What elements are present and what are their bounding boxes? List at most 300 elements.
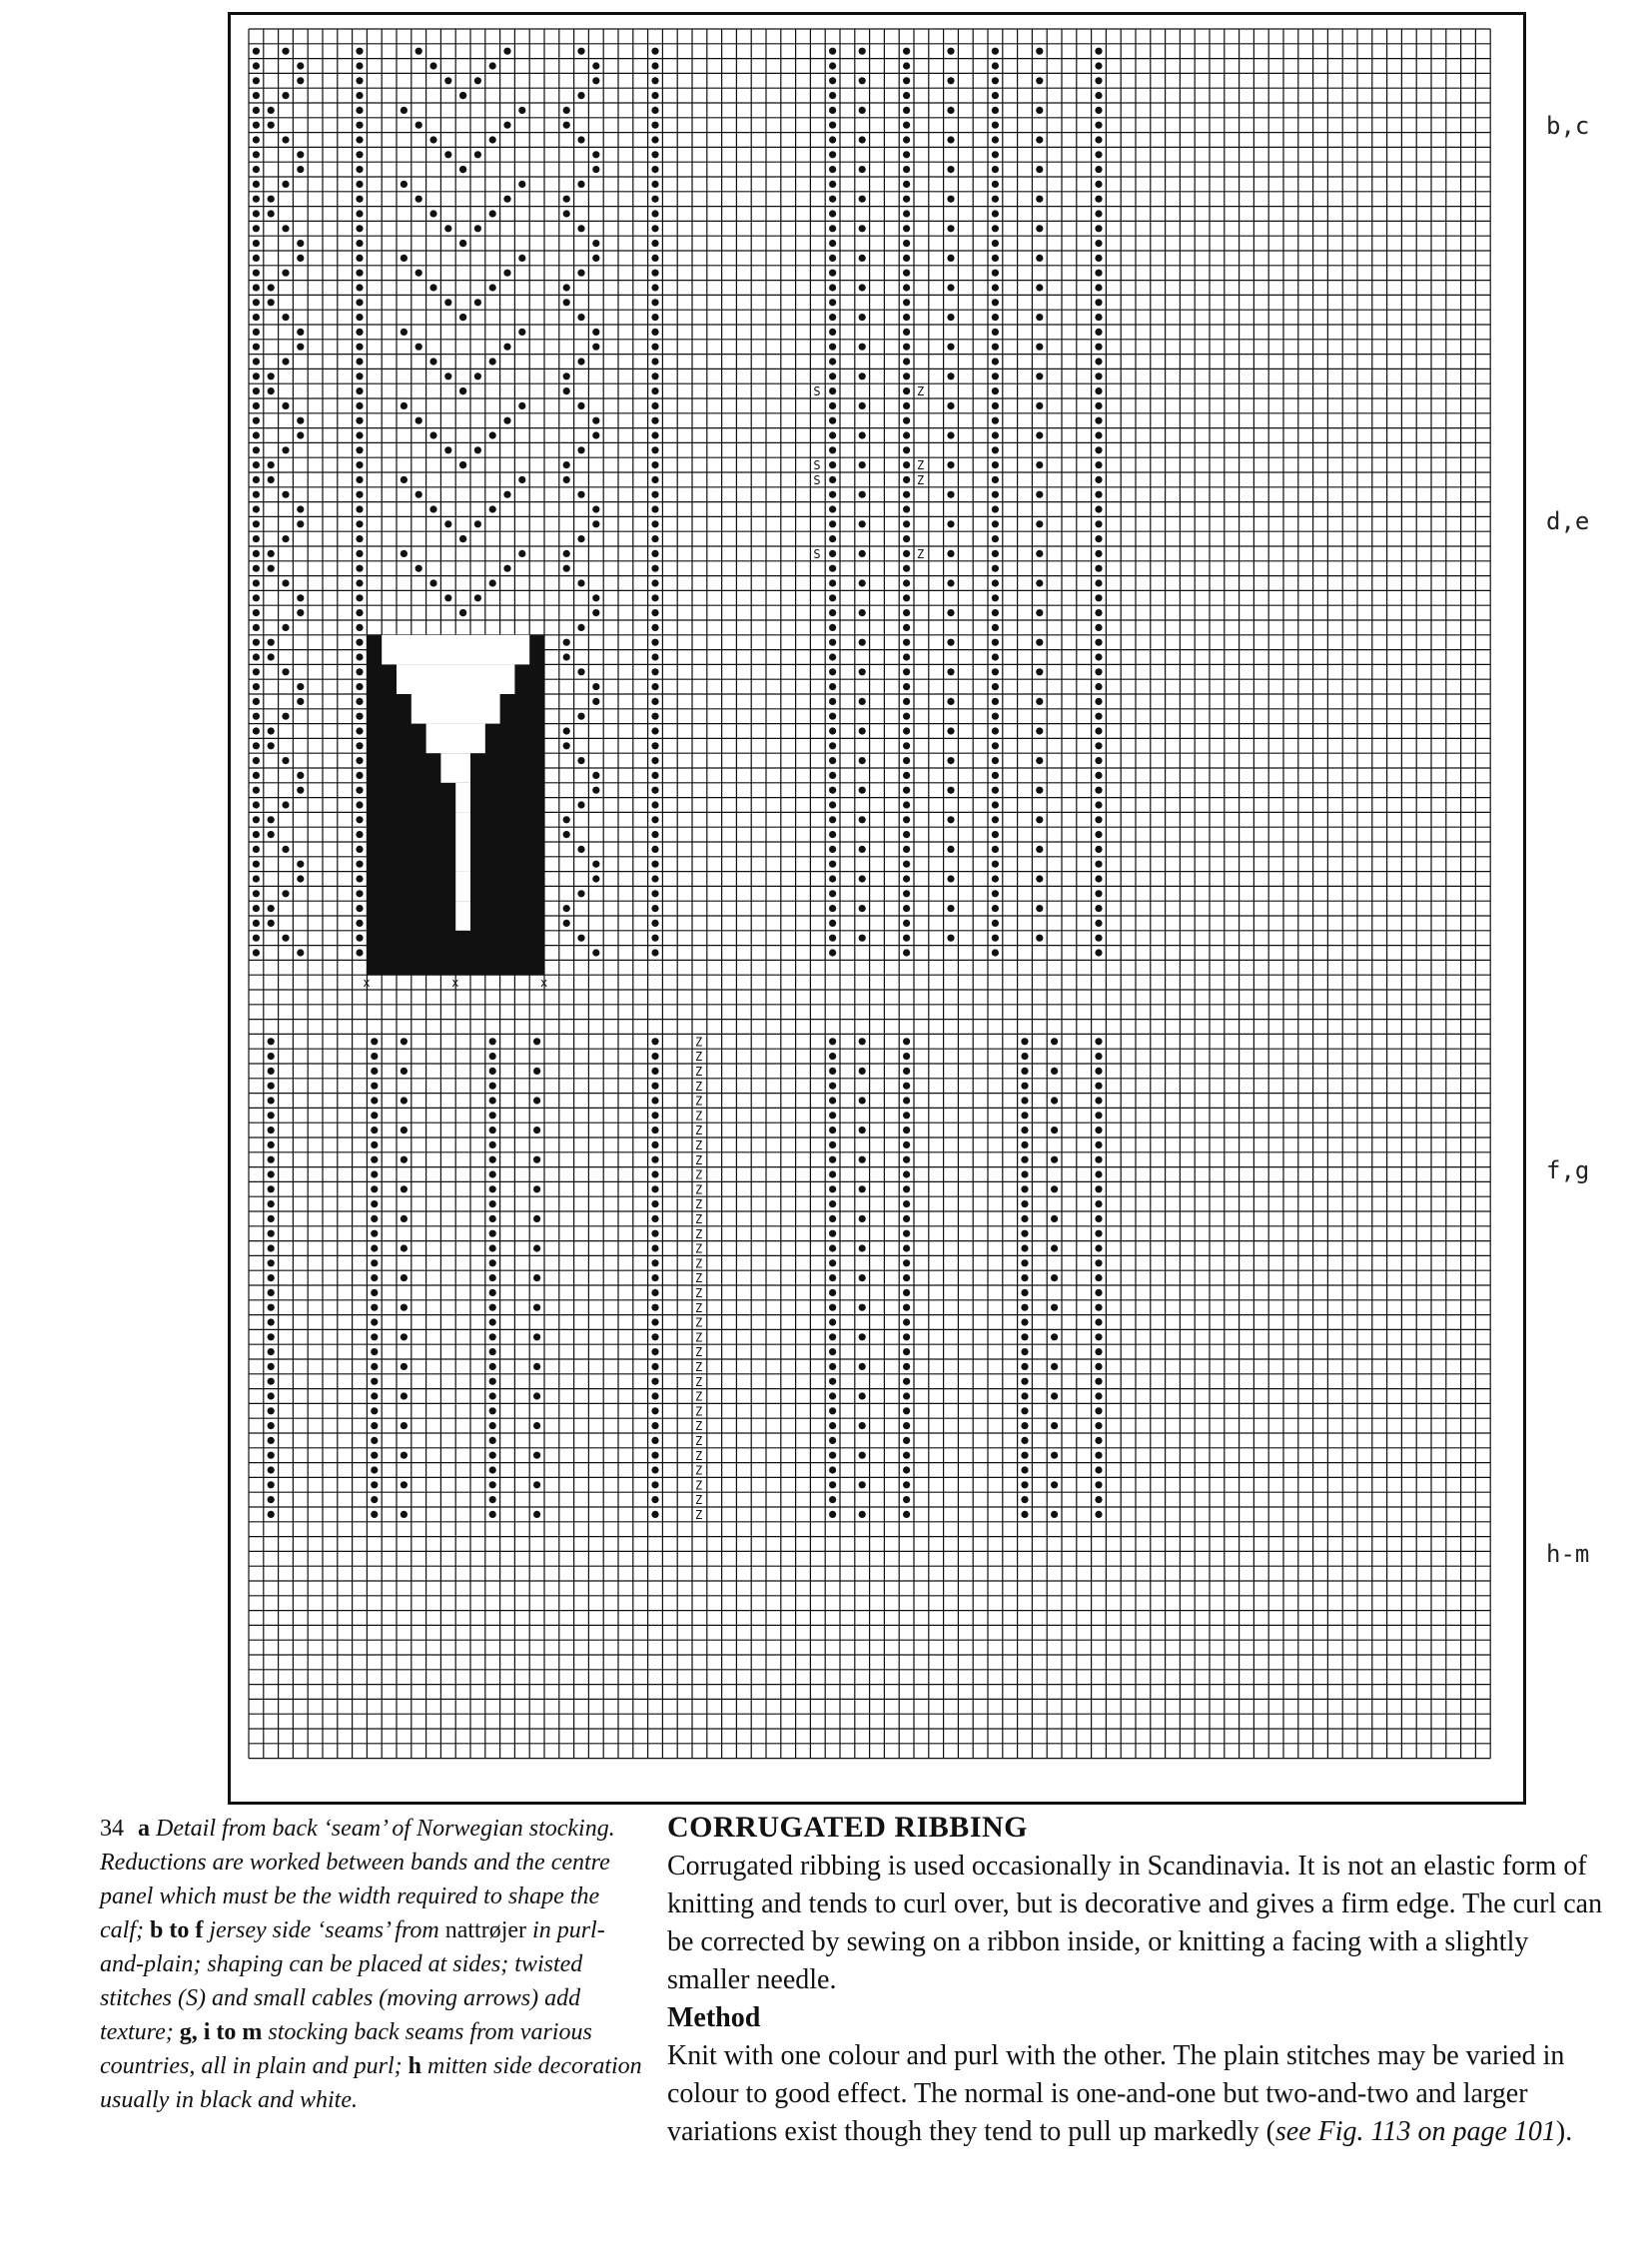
purl-dot xyxy=(992,831,999,838)
purl-dot xyxy=(829,579,836,586)
purl-dot xyxy=(992,594,999,601)
purl-dot xyxy=(489,1348,496,1355)
purl-dot xyxy=(829,431,836,438)
purl-dot xyxy=(651,431,658,438)
twist-z: Z xyxy=(695,1286,703,1300)
purl-dot xyxy=(829,727,836,734)
purl-dot xyxy=(651,1038,658,1045)
purl-dot xyxy=(829,1244,836,1251)
purl-dot xyxy=(371,1097,378,1104)
purl-dot xyxy=(947,905,954,912)
purl-dot xyxy=(651,1466,658,1473)
purl-dot xyxy=(992,240,999,247)
purl-dot xyxy=(829,1156,836,1163)
purl-dot xyxy=(401,107,408,114)
purl-dot xyxy=(829,1437,836,1444)
purl-dot xyxy=(1021,1392,1028,1399)
purl-dot xyxy=(489,1481,496,1488)
purl-dot xyxy=(268,1452,275,1459)
purl-dot xyxy=(253,861,260,868)
method-text-end: ). xyxy=(1555,2116,1573,2147)
purl-dot xyxy=(356,166,363,173)
purl-dot xyxy=(474,151,481,158)
purl-dot xyxy=(489,1407,496,1414)
purl-dot xyxy=(859,136,866,143)
purl-dot xyxy=(401,1274,408,1281)
purl-dot xyxy=(1036,668,1043,675)
purl-dot xyxy=(371,1112,378,1119)
purl-dot xyxy=(1021,1422,1028,1429)
purl-dot xyxy=(297,505,304,512)
purl-dot xyxy=(489,1068,496,1075)
purl-dot xyxy=(903,1053,910,1060)
purl-dot xyxy=(401,1452,408,1459)
purl-dot xyxy=(444,373,451,379)
purl-dot xyxy=(1036,639,1043,646)
purl-dot xyxy=(489,1112,496,1119)
purl-dot xyxy=(489,62,496,69)
purl-dot xyxy=(651,653,658,660)
purl-dot xyxy=(1036,905,1043,912)
purl-dot xyxy=(356,284,363,291)
purl-dot xyxy=(282,846,289,853)
purl-dot xyxy=(268,653,275,660)
purl-dot xyxy=(401,1422,408,1429)
purl-dot xyxy=(903,609,910,616)
purl-dot xyxy=(489,1038,496,1045)
purl-dot xyxy=(444,594,451,601)
purl-dot xyxy=(651,62,658,69)
purl-dot xyxy=(829,62,836,69)
purl-dot xyxy=(829,284,836,291)
purl-dot xyxy=(829,668,836,675)
article-intro: Corrugated ribbing is used occasionally in Scandinavia. It is not an elastic form of knitting and tends to curl over, but is decorative and gives a firm edge. The curl can be corrected by sewing on a ribbon inside, or knitting a facing with a slightly smaller needle. xyxy=(667,1851,1603,1995)
purl-dot xyxy=(1095,846,1102,853)
purl-dot xyxy=(1095,565,1102,572)
purl-dot xyxy=(903,831,910,838)
purl-dot xyxy=(992,890,999,897)
purl-dot xyxy=(903,594,910,601)
purl-dot xyxy=(253,742,260,749)
purl-dot xyxy=(253,329,260,336)
twist-z: Z xyxy=(695,1404,703,1419)
purl-dot xyxy=(651,609,658,616)
panel-step xyxy=(397,664,514,694)
twist-z: Z xyxy=(695,1094,703,1109)
purl-dot xyxy=(903,1452,910,1459)
purl-dot xyxy=(1021,1244,1028,1251)
purl-dot xyxy=(489,1496,496,1503)
purl-dot xyxy=(651,166,658,173)
purl-dot xyxy=(533,1304,540,1311)
purl-dot xyxy=(1021,1259,1028,1266)
purl-dot xyxy=(253,446,260,453)
purl-dot xyxy=(1036,314,1043,321)
purl-dot xyxy=(401,402,408,409)
purl-dot xyxy=(503,48,510,55)
purl-dot xyxy=(268,1038,275,1045)
purl-dot xyxy=(1095,594,1102,601)
purl-dot xyxy=(859,1185,866,1192)
purl-dot xyxy=(371,1392,378,1399)
purl-dot xyxy=(253,181,260,188)
purl-dot xyxy=(1095,875,1102,882)
purl-dot xyxy=(356,565,363,572)
purl-dot xyxy=(356,210,363,217)
purl-dot xyxy=(903,1378,910,1385)
purl-dot xyxy=(1051,1127,1058,1133)
purl-dot xyxy=(268,1274,275,1281)
purl-dot xyxy=(903,417,910,424)
purl-dot xyxy=(533,1422,540,1429)
purl-dot xyxy=(356,653,363,660)
purl-dot xyxy=(503,565,510,572)
purl-dot xyxy=(253,344,260,351)
twist-s: S xyxy=(813,547,821,561)
purl-dot xyxy=(903,935,910,942)
purl-dot xyxy=(1051,1363,1058,1370)
purl-dot xyxy=(1095,1083,1102,1090)
purl-dot xyxy=(1036,48,1043,55)
purl-dot xyxy=(859,1333,866,1340)
purl-dot xyxy=(489,1466,496,1473)
purl-dot xyxy=(577,92,584,99)
purl-dot xyxy=(992,270,999,277)
purl-dot xyxy=(253,476,260,483)
purl-dot xyxy=(859,1244,866,1251)
purl-dot xyxy=(992,816,999,823)
purl-dot xyxy=(1051,1244,1058,1251)
purl-dot xyxy=(253,713,260,720)
twist-z: Z xyxy=(917,384,925,399)
purl-dot xyxy=(1036,461,1043,468)
twist-z: Z xyxy=(695,1508,703,1522)
purl-dot xyxy=(859,107,866,114)
purl-dot xyxy=(829,77,836,84)
purl-dot xyxy=(992,373,999,379)
purl-dot xyxy=(859,579,866,586)
purl-dot xyxy=(356,77,363,84)
purl-dot xyxy=(282,402,289,409)
purl-dot xyxy=(268,1363,275,1370)
purl-dot xyxy=(829,196,836,203)
purl-dot xyxy=(1051,1097,1058,1104)
purl-dot xyxy=(829,861,836,868)
purl-dot xyxy=(297,772,304,779)
panel-step xyxy=(440,753,470,783)
purl-dot xyxy=(1021,1481,1028,1488)
purl-dot xyxy=(1095,668,1102,675)
purl-dot xyxy=(1051,1185,1058,1192)
purl-dot xyxy=(651,787,658,794)
purl-dot xyxy=(268,1422,275,1429)
purl-dot xyxy=(489,1127,496,1133)
purl-dot xyxy=(356,816,363,823)
purl-dot xyxy=(1095,1097,1102,1104)
purl-dot xyxy=(401,550,408,557)
purl-dot xyxy=(992,609,999,616)
purl-dot xyxy=(1095,535,1102,542)
purl-dot xyxy=(651,1215,658,1222)
purl-dot xyxy=(401,1481,408,1488)
purl-dot xyxy=(518,476,525,483)
purl-dot xyxy=(577,890,584,897)
purl-dot xyxy=(903,801,910,808)
purl-dot xyxy=(903,136,910,143)
purl-dot xyxy=(533,1333,540,1340)
purl-dot xyxy=(903,1038,910,1045)
purl-dot xyxy=(356,831,363,838)
purl-dot xyxy=(903,565,910,572)
purl-dot xyxy=(503,122,510,129)
purl-dot xyxy=(253,579,260,586)
purl-dot xyxy=(577,136,584,143)
purl-dot xyxy=(651,1511,658,1518)
purl-dot xyxy=(1036,402,1043,409)
purl-dot xyxy=(268,1141,275,1148)
purl-dot xyxy=(356,742,363,749)
purl-dot xyxy=(992,48,999,55)
twist-z: Z xyxy=(695,1300,703,1315)
purl-dot xyxy=(415,196,422,203)
purl-dot xyxy=(253,166,260,173)
purl-dot xyxy=(1036,875,1043,882)
purl-dot xyxy=(651,1112,658,1119)
purl-dot xyxy=(992,875,999,882)
purl-dot xyxy=(1051,1068,1058,1075)
purl-dot xyxy=(903,1407,910,1414)
purl-dot xyxy=(651,1274,658,1281)
purl-dot xyxy=(459,166,466,173)
purl-dot xyxy=(947,225,954,232)
purl-dot xyxy=(829,520,836,527)
purl-dot xyxy=(253,402,260,409)
purl-dot xyxy=(356,683,363,690)
purl-dot xyxy=(592,949,599,956)
purl-dot xyxy=(1095,579,1102,586)
purl-dot xyxy=(992,402,999,409)
purl-dot xyxy=(1051,1304,1058,1311)
purl-dot xyxy=(992,136,999,143)
purl-dot xyxy=(371,1083,378,1090)
purl-dot xyxy=(371,1141,378,1148)
purl-dot xyxy=(563,831,570,838)
purl-dot xyxy=(282,446,289,453)
twist-z: Z xyxy=(695,1493,703,1508)
purl-dot xyxy=(371,1452,378,1459)
purl-dot xyxy=(1051,1392,1058,1399)
purl-dot xyxy=(563,476,570,483)
panel-step xyxy=(455,872,470,902)
caption-text-a: Detail from back ‘seam’ of Norwegian stocking. Reductions are worked between bands and the centre panel which must be the width required to shape the calf; xyxy=(100,1816,615,1943)
purl-dot xyxy=(903,683,910,690)
purl-dot xyxy=(1051,1452,1058,1459)
purl-dot xyxy=(947,284,954,291)
purl-dot xyxy=(563,461,570,468)
purl-dot xyxy=(592,151,599,158)
purl-dot xyxy=(651,846,658,853)
purl-dot xyxy=(992,196,999,203)
purl-dot xyxy=(829,831,836,838)
side-label-fg: f,g xyxy=(1546,1156,1590,1184)
purl-dot xyxy=(268,1156,275,1163)
caption-text-g-i-to-m: stocking back seams from various countries, all in plain and purl; xyxy=(100,2019,592,2079)
purl-dot xyxy=(651,535,658,542)
purl-dot xyxy=(577,48,584,55)
purl-dot xyxy=(1021,1127,1028,1133)
purl-dot xyxy=(1095,1200,1102,1207)
purl-dot xyxy=(651,1318,658,1325)
purl-dot xyxy=(859,757,866,764)
purl-dot xyxy=(489,1318,496,1325)
purl-dot xyxy=(563,920,570,927)
purl-dot xyxy=(1021,1185,1028,1192)
purl-dot xyxy=(903,639,910,646)
purl-dot xyxy=(859,935,866,942)
purl-dot xyxy=(356,358,363,365)
purl-dot xyxy=(1021,1363,1028,1370)
purl-dot xyxy=(401,1333,408,1340)
purl-dot xyxy=(903,151,910,158)
purl-dot xyxy=(992,476,999,483)
purl-dot xyxy=(297,240,304,247)
purl-dot xyxy=(253,609,260,616)
purl-dot xyxy=(356,535,363,542)
purl-dot xyxy=(859,491,866,498)
purl-dot xyxy=(592,329,599,336)
purl-dot xyxy=(903,1083,910,1090)
purl-dot xyxy=(651,875,658,882)
purl-dot xyxy=(1095,107,1102,114)
purl-dot xyxy=(903,1348,910,1355)
purl-dot xyxy=(829,402,836,409)
purl-dot xyxy=(489,136,496,143)
purl-dot xyxy=(859,1274,866,1281)
purl-dot xyxy=(356,240,363,247)
purl-dot xyxy=(489,1259,496,1266)
purl-dot xyxy=(1095,196,1102,203)
purl-dot xyxy=(992,344,999,351)
purl-dot xyxy=(577,225,584,232)
purl-dot xyxy=(651,1437,658,1444)
purl-dot xyxy=(829,1289,836,1296)
purl-dot xyxy=(356,48,363,55)
purl-dot xyxy=(356,329,363,336)
purl-dot xyxy=(829,1363,836,1370)
purl-dot xyxy=(651,270,658,277)
purl-dot xyxy=(651,579,658,586)
purl-dot xyxy=(1095,1274,1102,1281)
purl-dot xyxy=(651,196,658,203)
purl-dot xyxy=(533,1244,540,1251)
twist-z: Z xyxy=(695,1138,703,1152)
purl-dot xyxy=(429,579,436,586)
purl-dot xyxy=(268,1407,275,1414)
purl-dot xyxy=(859,609,866,616)
article-corrugated-ribbing xyxy=(667,1808,1606,2151)
purl-dot xyxy=(651,151,658,158)
purl-dot xyxy=(253,314,260,321)
purl-dot xyxy=(371,1363,378,1370)
purl-dot xyxy=(268,1112,275,1119)
purl-dot xyxy=(356,579,363,586)
purl-dot xyxy=(992,299,999,306)
purl-dot xyxy=(371,1289,378,1296)
purl-dot xyxy=(282,358,289,365)
purl-dot xyxy=(651,1170,658,1177)
purl-dot xyxy=(651,624,658,631)
purl-dot xyxy=(1095,1452,1102,1459)
purl-dot xyxy=(268,210,275,217)
purl-dot xyxy=(903,1259,910,1266)
purl-dot xyxy=(268,831,275,838)
purl-dot xyxy=(1036,196,1043,203)
purl-dot xyxy=(253,846,260,853)
purl-dot xyxy=(297,431,304,438)
purl-dot xyxy=(1095,698,1102,705)
purl-dot xyxy=(459,92,466,99)
purl-dot xyxy=(829,890,836,897)
purl-dot xyxy=(268,284,275,291)
purl-dot xyxy=(356,270,363,277)
purl-dot xyxy=(297,344,304,351)
purl-dot xyxy=(903,461,910,468)
purl-dot xyxy=(947,491,954,498)
purl-dot xyxy=(415,122,422,129)
purl-dot xyxy=(356,609,363,616)
purl-dot xyxy=(533,1068,540,1075)
twist-z: Z xyxy=(695,1345,703,1360)
purl-dot xyxy=(829,48,836,55)
purl-dot xyxy=(859,314,866,321)
purl-dot xyxy=(401,181,408,188)
purl-dot xyxy=(829,255,836,262)
purl-dot xyxy=(992,579,999,586)
purl-dot xyxy=(268,107,275,114)
purl-dot xyxy=(829,344,836,351)
purl-dot xyxy=(829,757,836,764)
purl-dot xyxy=(253,136,260,143)
purl-dot xyxy=(992,727,999,734)
purl-dot xyxy=(859,1363,866,1370)
purl-dot xyxy=(1021,1053,1028,1060)
purl-dot xyxy=(253,787,260,794)
purl-dot xyxy=(253,698,260,705)
purl-dot xyxy=(903,92,910,99)
purl-dot xyxy=(829,1083,836,1090)
purl-dot xyxy=(518,181,525,188)
purl-dot xyxy=(651,550,658,557)
purl-dot xyxy=(859,373,866,379)
purl-dot xyxy=(253,387,260,394)
twist-z: Z xyxy=(695,1448,703,1463)
purl-dot xyxy=(563,565,570,572)
twist-z: Z xyxy=(917,458,925,473)
purl-dot xyxy=(992,77,999,84)
purl-dot xyxy=(859,166,866,173)
purl-dot xyxy=(992,329,999,336)
purl-dot xyxy=(1095,831,1102,838)
purl-dot xyxy=(651,831,658,838)
purl-dot xyxy=(268,1230,275,1237)
purl-dot xyxy=(533,1363,540,1370)
purl-dot xyxy=(429,210,436,217)
purl-dot xyxy=(268,1244,275,1251)
purl-dot xyxy=(651,1289,658,1296)
purl-dot xyxy=(651,905,658,912)
purl-dot xyxy=(992,255,999,262)
purl-dot xyxy=(829,417,836,424)
